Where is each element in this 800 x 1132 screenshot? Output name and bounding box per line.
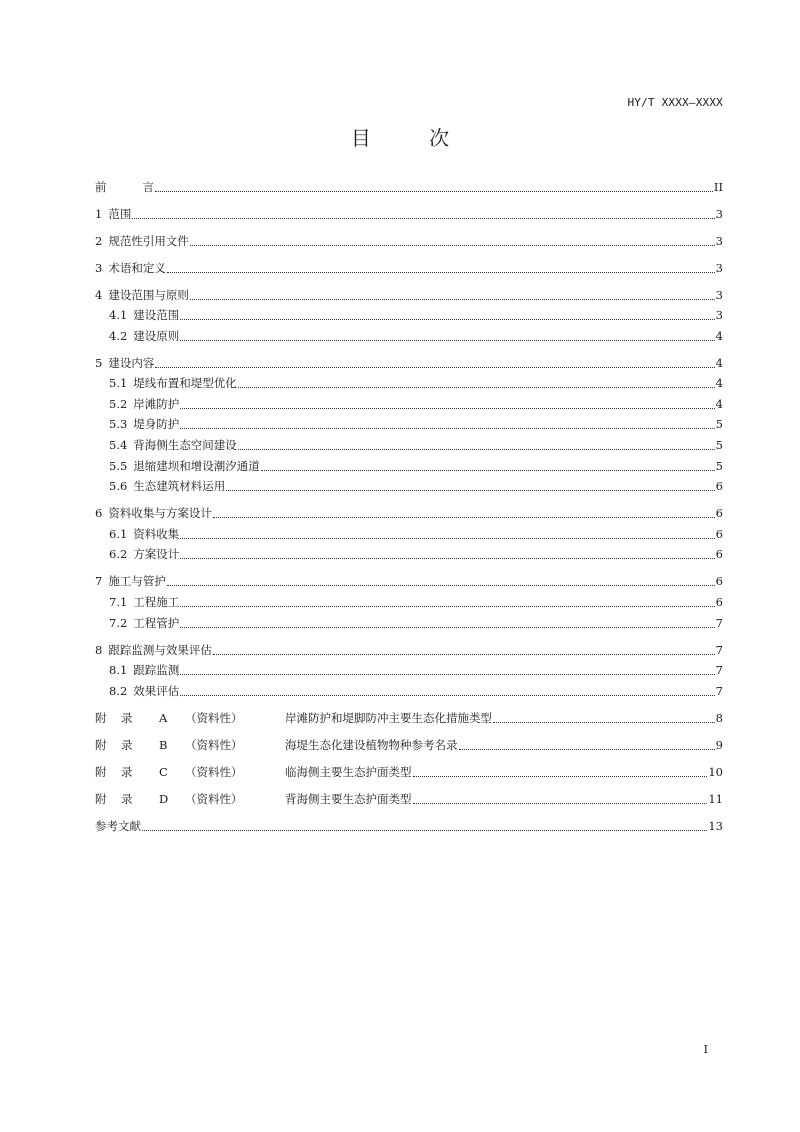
toc-page-number: 3	[715, 260, 723, 275]
toc-entry[interactable]	[95, 352, 723, 373]
toc-entry-label	[95, 285, 189, 305]
toc-entry-label	[95, 177, 154, 197]
toc-page-number: 7	[715, 642, 723, 657]
dot-leader	[132, 214, 714, 219]
toc-page-number: 8	[715, 710, 723, 725]
toc-entry[interactable]	[95, 434, 723, 455]
toc-section-title: 资料收集	[133, 526, 180, 541]
toc-page-number: 6	[715, 479, 723, 494]
toc-page-number: 6	[715, 595, 723, 610]
toc-entry-label	[109, 681, 179, 701]
toc-entry-label	[109, 613, 179, 633]
toc-section-title: 建设范围与原则	[108, 287, 189, 302]
toc-entry[interactable]	[95, 639, 723, 660]
toc-page-number: 13	[708, 818, 723, 833]
dot-leader	[167, 268, 715, 273]
appendix-type: （资料性）	[185, 791, 243, 806]
dot-leader	[180, 404, 714, 409]
toc-section-number: 2	[95, 233, 103, 248]
appendix-prefix-2: 录	[121, 737, 133, 752]
toc-page-number: 3	[715, 233, 723, 248]
toc-page-number: 5	[715, 417, 723, 432]
dot-leader	[180, 315, 714, 320]
toc-page-number: 4	[715, 328, 723, 343]
dot-leader	[261, 466, 715, 471]
toc-entry-label	[95, 204, 131, 224]
toc-entry-label	[95, 258, 166, 278]
toc-entry[interactable]	[95, 680, 723, 701]
toc-section-title: 退缩建坝和增设潮汐通道	[133, 458, 260, 473]
toc-page-number: 7	[715, 615, 723, 630]
toc-entry[interactable]	[95, 414, 723, 435]
toc-entry-label	[109, 660, 179, 680]
toc-entry[interactable]	[95, 393, 723, 414]
toc-section-number: 5.5	[109, 458, 128, 473]
toc-entry-label	[95, 640, 212, 660]
toc-section-title: 跟踪监测	[133, 663, 180, 678]
dot-leader	[155, 363, 714, 368]
toc-section-title: 工程施工	[133, 595, 180, 610]
toc-entry[interactable]	[95, 476, 723, 497]
toc-entry-label	[95, 353, 154, 373]
toc-section-title: 资料收集与方案设计	[108, 506, 212, 521]
table-of-contents	[95, 176, 723, 836]
toc-section-number: 6.1	[109, 526, 128, 541]
toc-section-number: 8.1	[109, 663, 128, 678]
toc-entry-appendix[interactable]	[95, 734, 723, 755]
toc-section-number: 4.1	[109, 308, 128, 323]
toc-page-number: 6	[715, 547, 723, 562]
dot-leader	[180, 670, 714, 675]
toc-entry[interactable]	[95, 544, 723, 565]
toc-entry[interactable]	[95, 660, 723, 681]
toc-page-number: 5	[715, 458, 723, 473]
appendix-letter: A	[159, 710, 168, 725]
toc-page-number: 3	[715, 308, 723, 323]
toc-entry-label	[109, 373, 237, 393]
toc-entry[interactable]	[95, 503, 723, 524]
appendix-prefix-2: 录	[121, 710, 133, 725]
toc-section-number: 5.3	[109, 417, 128, 432]
dot-leader	[180, 424, 714, 429]
dot-leader	[459, 745, 715, 750]
toc-page-number: 3	[715, 287, 723, 302]
toc-entry-label	[95, 708, 492, 728]
toc-entry[interactable]	[95, 591, 723, 612]
dot-leader	[180, 336, 714, 341]
toc-entry-references[interactable]	[95, 815, 723, 836]
toc-section-title: 背海侧生态空间建设	[133, 438, 237, 453]
appendix-type: （资料性）	[185, 764, 243, 779]
toc-entry[interactable]	[95, 325, 723, 346]
appendix-type: （资料性）	[185, 710, 243, 725]
dot-leader	[142, 826, 707, 831]
toc-entry[interactable]	[95, 455, 723, 476]
document-code: HY/T XXXX—XXXX	[627, 96, 723, 109]
dot-leader	[167, 581, 715, 586]
toc-section-number: 4.2	[109, 328, 128, 343]
toc-section-number: 1	[95, 206, 103, 221]
toc-section-number: 3	[95, 260, 103, 275]
toc-entry[interactable]	[95, 257, 723, 278]
toc-entry-label: 参考文献	[95, 818, 141, 833]
toc-preface-right: 言	[142, 179, 154, 194]
page-title: 目 次	[350, 126, 476, 150]
dot-leader	[238, 445, 715, 450]
toc-section-title: 生态建筑材料运用	[133, 479, 226, 494]
toc-section-title: 堤线布置和堤型优化	[133, 376, 237, 391]
toc-page-number: 7	[715, 663, 723, 678]
toc-entry[interactable]	[95, 284, 723, 305]
dot-leader	[190, 241, 715, 246]
toc-entry[interactable]	[95, 523, 723, 544]
toc-section-number: 7.1	[109, 595, 128, 610]
toc-entry-label	[109, 305, 179, 325]
toc-section-number: 7	[95, 574, 103, 589]
toc-page-number: 4	[715, 355, 723, 370]
toc-section-number: 5.1	[109, 376, 128, 391]
page-number-footer: I	[703, 1043, 708, 1056]
appendix-prefix: 附	[95, 764, 107, 779]
toc-section-title: 建设原则	[133, 328, 180, 343]
toc-page-number: 5	[715, 438, 723, 453]
toc-section-number: 4	[95, 287, 103, 302]
toc-entry[interactable]	[95, 230, 723, 251]
dot-leader	[190, 295, 715, 300]
toc-section-title: 岸滩防护	[133, 396, 180, 411]
toc-section-title: 建设范围	[133, 308, 180, 323]
dot-leader	[213, 650, 715, 655]
appendix-title: 临海侧主要生态护面类型	[285, 764, 412, 779]
toc-entry-label	[109, 435, 237, 455]
dot-leader	[213, 513, 715, 518]
toc-entry-label	[95, 231, 189, 251]
toc-section-number: 7.2	[109, 615, 128, 630]
toc-entry-label	[95, 503, 212, 523]
toc-entry[interactable]	[95, 203, 723, 224]
appendix-prefix-2: 录	[121, 791, 133, 806]
toc-entry-label	[109, 456, 260, 476]
toc-section-number: 5.4	[109, 438, 128, 453]
appendix-prefix-2: 录	[121, 764, 133, 779]
appendix-letter: B	[159, 737, 168, 752]
toc-page-number: 10	[708, 764, 723, 779]
appendix-title: 岸滩防护和堤脚防冲主要生态化措施类型	[285, 710, 492, 725]
toc-entry[interactable]	[95, 571, 723, 592]
dot-leader	[155, 187, 713, 192]
appendix-prefix: 附	[95, 710, 107, 725]
toc-page-number: 6	[715, 574, 723, 589]
toc-page-number: 6	[715, 506, 723, 521]
toc-entry-label	[95, 735, 458, 755]
dot-leader	[180, 623, 714, 628]
toc-page-number: 7	[715, 683, 723, 698]
toc-section-number: 5.6	[109, 479, 128, 494]
dot-leader	[180, 534, 714, 539]
toc-entry[interactable]	[95, 305, 723, 326]
appendix-type: （资料性）	[185, 737, 243, 752]
toc-section-title: 施工与管护	[108, 574, 166, 589]
toc-entry-label	[109, 476, 225, 496]
toc-section-number: 8	[95, 642, 103, 657]
appendix-prefix: 附	[95, 791, 107, 806]
dot-leader	[238, 383, 715, 388]
appendix-letter: C	[159, 764, 168, 779]
toc-preface-left: 前	[95, 179, 107, 194]
dot-leader	[180, 691, 714, 696]
dot-leader	[180, 554, 714, 559]
dot-leader	[180, 602, 714, 607]
dot-leader	[413, 772, 708, 777]
dot-leader	[493, 718, 715, 723]
toc-page-number: 3	[715, 206, 723, 221]
toc-entry-appendix[interactable]	[95, 788, 723, 809]
appendix-letter: D	[159, 791, 169, 806]
toc-entry-label	[95, 789, 412, 809]
toc-section-title: 规范性引用文件	[108, 233, 189, 248]
dot-leader	[413, 799, 708, 804]
toc-entry-preface[interactable]	[95, 176, 723, 197]
toc-page-number: 6	[715, 526, 723, 541]
toc-page-number: 4	[715, 376, 723, 391]
toc-section-title: 范围	[108, 206, 132, 221]
toc-entry-label	[109, 544, 179, 564]
dot-leader	[226, 486, 714, 491]
toc-entry-label	[109, 394, 179, 414]
toc-section-number: 8.2	[109, 683, 128, 698]
toc-page-number: 4	[715, 396, 723, 411]
toc-entry-label	[95, 762, 412, 782]
toc-entry-appendix[interactable]	[95, 707, 723, 728]
toc-page-number: 11	[708, 791, 723, 806]
toc-section-title: 效果评估	[133, 683, 180, 698]
toc-section-number: 6.2	[109, 547, 128, 562]
toc-entry-label	[109, 524, 179, 544]
toc-page-number: II	[713, 179, 723, 194]
toc-section-number: 5	[95, 355, 103, 370]
toc-section-title: 方案设计	[133, 547, 180, 562]
toc-page-number: 9	[715, 737, 723, 752]
appendix-title: 海堤生态化建设植物物种参考名录	[285, 737, 458, 752]
toc-entry[interactable]	[95, 373, 723, 394]
toc-entry-label	[109, 326, 179, 346]
toc-entry-label	[95, 571, 166, 591]
toc-section-title: 术语和定义	[108, 260, 166, 275]
toc-entry-label	[109, 414, 179, 434]
toc-section-number: 5.2	[109, 396, 128, 411]
appendix-title: 背海侧主要生态护面类型	[285, 791, 412, 806]
toc-section-title: 建设内容	[108, 355, 155, 370]
appendix-prefix: 附	[95, 737, 107, 752]
toc-section-title: 跟踪监测与效果评估	[108, 642, 212, 657]
toc-section-title: 工程管护	[133, 615, 180, 630]
toc-entry-appendix[interactable]	[95, 761, 723, 782]
toc-section-number: 6	[95, 506, 103, 521]
toc-entry[interactable]	[95, 612, 723, 633]
toc-section-title: 堤身防护	[133, 417, 180, 432]
toc-entry-label	[109, 592, 179, 612]
